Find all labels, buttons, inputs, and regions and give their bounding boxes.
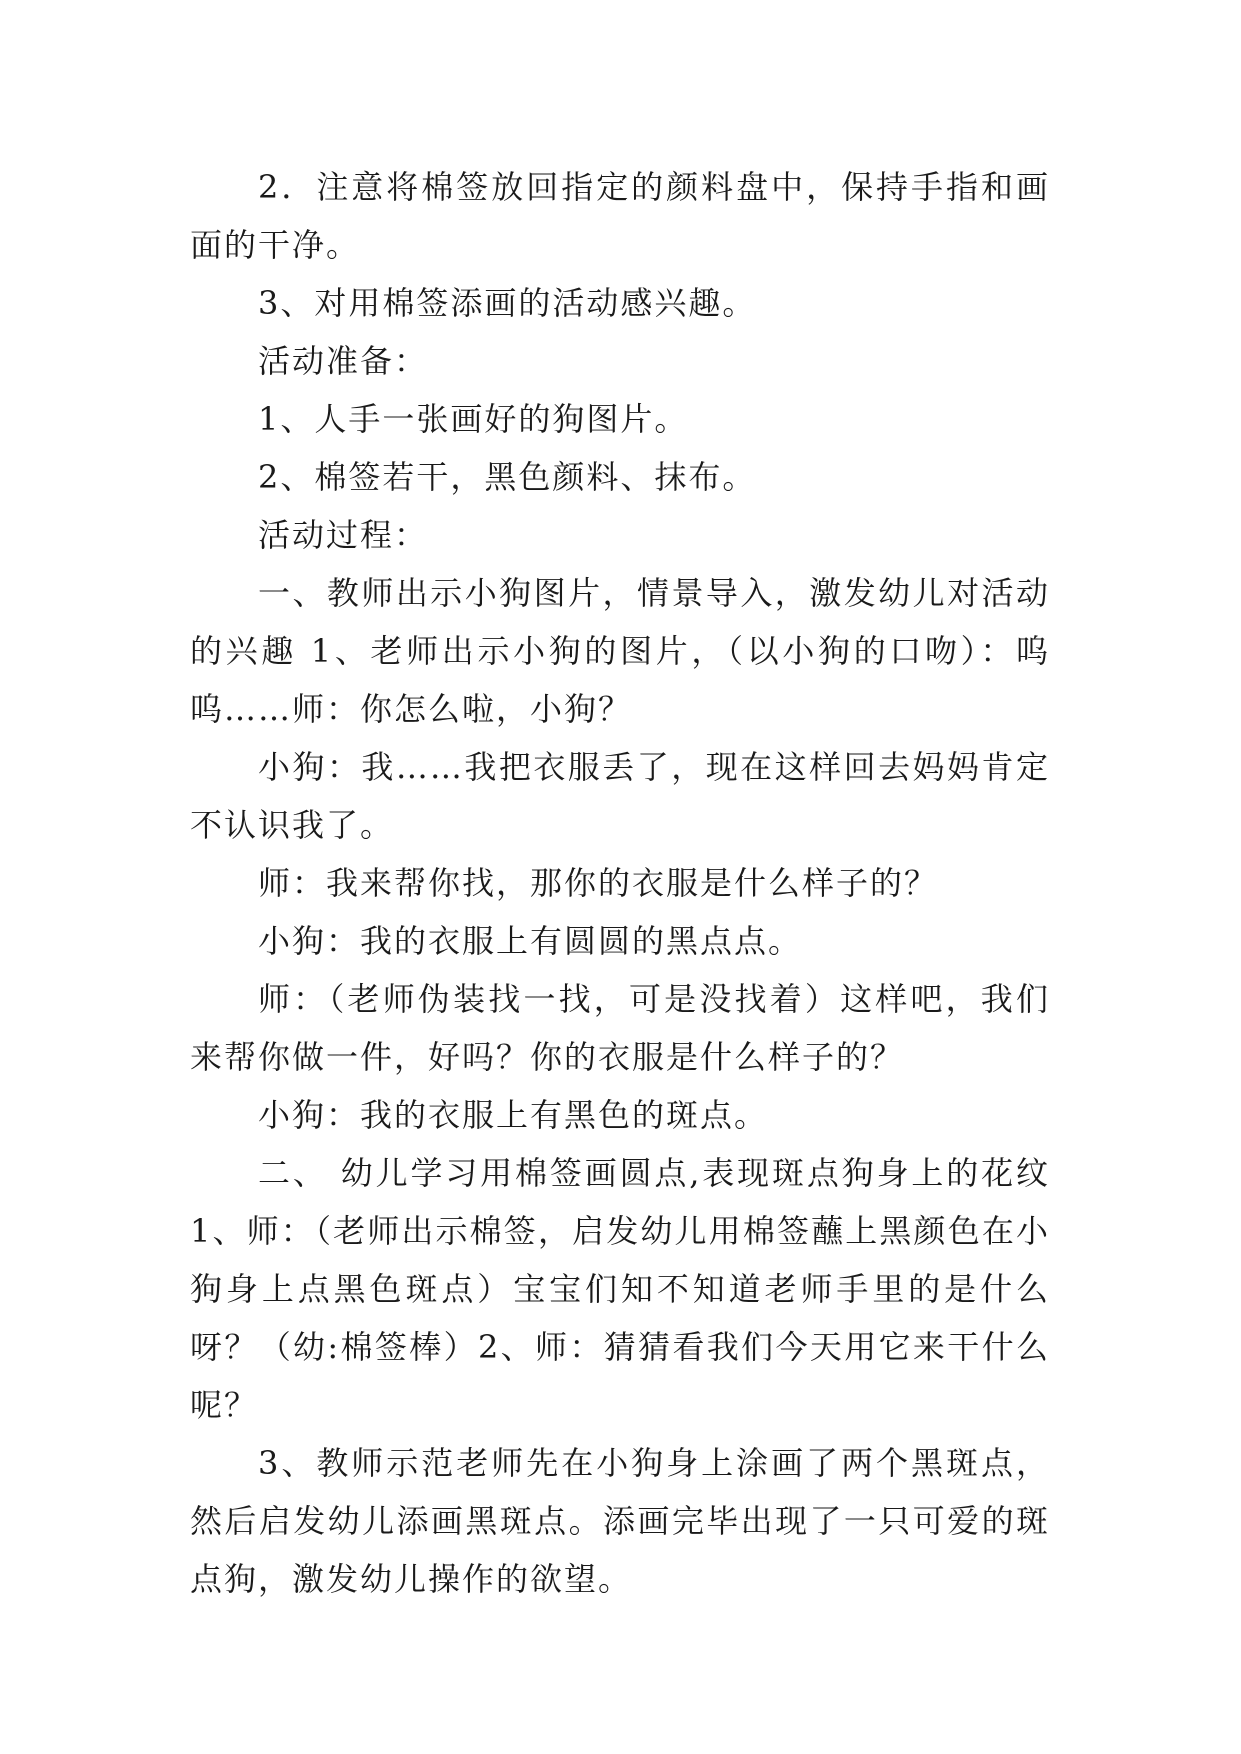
paragraph-step-1: 一、教师出示小狗图片，情景导入，激发幼儿对活动的兴趣 1、老师出示小狗的图片，（以小狗的口吻）：呜呜……师：你怎么啦，小狗？: [190, 574, 1050, 728]
paragraph-dialogue-5: 小狗：我的衣服上有黑色的斑点。: [258, 1096, 769, 1134]
paragraph-goal-2: 2．注意将棉签放回指定的颜料盘中，保持手指和画面的干净。: [190, 168, 1050, 264]
paragraph-prep-2: 2、棉签若干，黑色颜料、抹布。: [258, 458, 757, 496]
paragraph-step-2: 二、 幼儿学习用棉签画圆点,表现斑点狗身上的花纹 1、师：（老师出示棉签，启发幼儿用棉签蘸上黑颜色在小狗身上点黑色斑点）宝宝们知不知道老师手里的是什么呀？（幼:棉签棒）2、师：猜猜看我们今天用它来干什么呢？: [190, 1154, 1050, 1424]
paragraph-goal-3: 3、对用棉签添画的活动感兴趣。: [258, 284, 757, 322]
heading-preparation: 活动准备：: [258, 342, 429, 380]
paragraph-dialogue-1: 小狗：我……我把衣服丢了，现在这样回去妈妈肯定不认识我了。: [190, 748, 1050, 844]
paragraph-dialogue-2: 师：我来帮你找，那你的衣服是什么样子的？: [258, 864, 939, 902]
paragraph-step-3: 3、教师示范老师先在小狗身上涂画了两个黑斑点，然后启发幼儿添画黑斑点。添画完毕出现了一只可爱的斑点狗，激发幼儿操作的欲望。: [190, 1444, 1050, 1598]
paragraph-dialogue-3: 小狗：我的衣服上有圆圆的黑点点。: [258, 922, 803, 960]
paragraph-dialogue-4: 师：（老师伪装找一找，可是没找着）这样吧，我们来帮你做一件，好吗？你的衣服是什么样子的？: [190, 980, 1050, 1076]
paragraph-prep-1: 1、人手一张画好的狗图片。: [258, 400, 689, 438]
heading-process: 活动过程：: [258, 516, 429, 554]
document-body: [190, 158, 1050, 1608]
